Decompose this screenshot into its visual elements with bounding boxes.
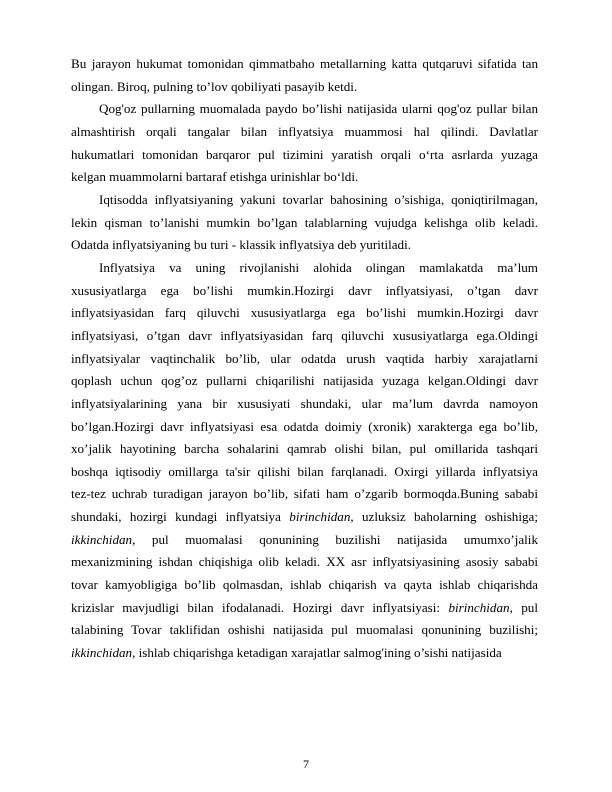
- text-line: xususiyatlarga ega bo’lishi mumkin.Hozirgi davr inflyatsiyasi, o’tgan davr: [71, 282, 538, 298]
- text-line: xo’jalik hayotining barcha sohalarini qamrab olishi bilan, pul omillarida tashqari: [71, 441, 538, 457]
- text-line: Iqtisodda inflyatsiyaning yakuni tovarlar bahosining o’sishiga, qoniqtirilmagan,: [99, 191, 538, 207]
- text-line: Bu jarayon hukumat tomonidan qimmatbaho metallarning katta qutqaruvi sifatida tan: [71, 56, 538, 71]
- text-segment: pul muomalasi qonunining buzilishi natijasida umumxo’jalik: [135, 531, 538, 547]
- text-line: [71, 529, 538, 552]
- text-line: inflyatsiyalarining yana bir xususiyati shundaki, ular ma’lum davrda namoyon: [71, 395, 538, 411]
- italic-text: ikkinchidan,: [71, 645, 136, 661]
- text-line: Odatda inflyatsiyaning bu turi - klassik inflyatsiya deb yuritiladi.: [71, 237, 412, 253]
- text-line: inflyatsiyalar vaqtinchalik bo’lib, ular odatda urush vaqtida harbiy xarajatlarni: [71, 350, 538, 366]
- text-segment: shundaki, hozirgi kundagi inflyatsiya: [71, 509, 290, 525]
- text-line: talabining Tovar taklifidan oshishi natijasida pul muomalasi qonunining buzilishi;: [71, 622, 538, 638]
- text-line: almashtirish orqali tangalar bilan inflyatsiya muammosi hal qilindi. Davlatlar: [71, 123, 538, 139]
- text-line: hukumatlari tomonidan barqaror pul tizimini yaratish orqali o‘rta asrlarda yuzaga: [71, 146, 538, 162]
- italic-text: birinchidan,: [448, 599, 513, 615]
- text-segment: ishlab chiqarishga ketadigan xarajatlar salmog'ining o’sishi natijasida: [135, 645, 502, 661]
- text-line: qoplash uchun qog’oz pullarni chiqarilishi natijasida yuzaga kelgan.Oldingi davr: [71, 373, 538, 389]
- text-line: tez-tez uchrab turadigan jarayon bo’lib, sifati ham o’zgarib bormoqda.Buning sababi: [71, 486, 538, 502]
- text-line: tovar kamyobligiga bo’lib qolmasdan, ishlab chiqarish va qayta ishlab chiqarishda: [71, 577, 538, 593]
- body-text: [71, 53, 538, 665]
- text-line: boshqa iqtisodiy omillarga ta'sir qilishi bilan farqlanadi. Oxirgi yillarda inflyatsiya: [71, 463, 538, 479]
- text-line: bo’lgan.Hozirgi davr inflyatsiyasi esa odatda doimiy (xronik) xarakterga ega bo’lib,: [71, 418, 538, 434]
- text-line: kelgan muammolarni bartaraf etishga urinishlar bo‘ldi.: [71, 169, 359, 185]
- text-line: [71, 506, 538, 529]
- text-line: Inflyatsiya va uning rivojlanishi alohida olingan mamlakatda ma’lum: [99, 259, 538, 275]
- text-line: [71, 597, 538, 620]
- text-line: [71, 642, 538, 665]
- italic-text: ikkinchidan,: [71, 531, 136, 547]
- text-line: Qog'oz pullarning muomalada paydo bo’lishi natijasida ularni qog'oz pullar bilan: [99, 101, 538, 117]
- text-line: olingan. Biroq, pulning to’lov qobiliyati pasayib ketdi.: [71, 78, 358, 94]
- text-line: inflyatsiyasi, o’tgan davr inflyatsiyasidan farq qiluvchi xususiyatlarga ega.Oldingi: [71, 327, 538, 343]
- italic-text: birinchidan,: [289, 509, 354, 525]
- text-segment: uzluksiz baholarning oshishiga;: [353, 509, 538, 525]
- text-line: inflyatsiyasidan farq qiluvchi xususiyatlarga ega bo’lishi mumkin.Hozirgi davr: [71, 305, 538, 321]
- text-line: mexanizmining ishdan chiqishiga olib keladi. XX asr inflyatsiyasining asosiy sababi: [71, 554, 538, 570]
- text-line: lekin qisman to’lanishi mumkin bo’lgan talablarning vujudga kelishga olib keladi.: [71, 214, 538, 230]
- text-segment: krizislar mavjudligi bilan ifodalanadi. Hozirgi davr inflyatsiyasi:: [71, 599, 449, 615]
- text-segment: pul: [512, 599, 538, 615]
- page-number: 7: [303, 757, 309, 771]
